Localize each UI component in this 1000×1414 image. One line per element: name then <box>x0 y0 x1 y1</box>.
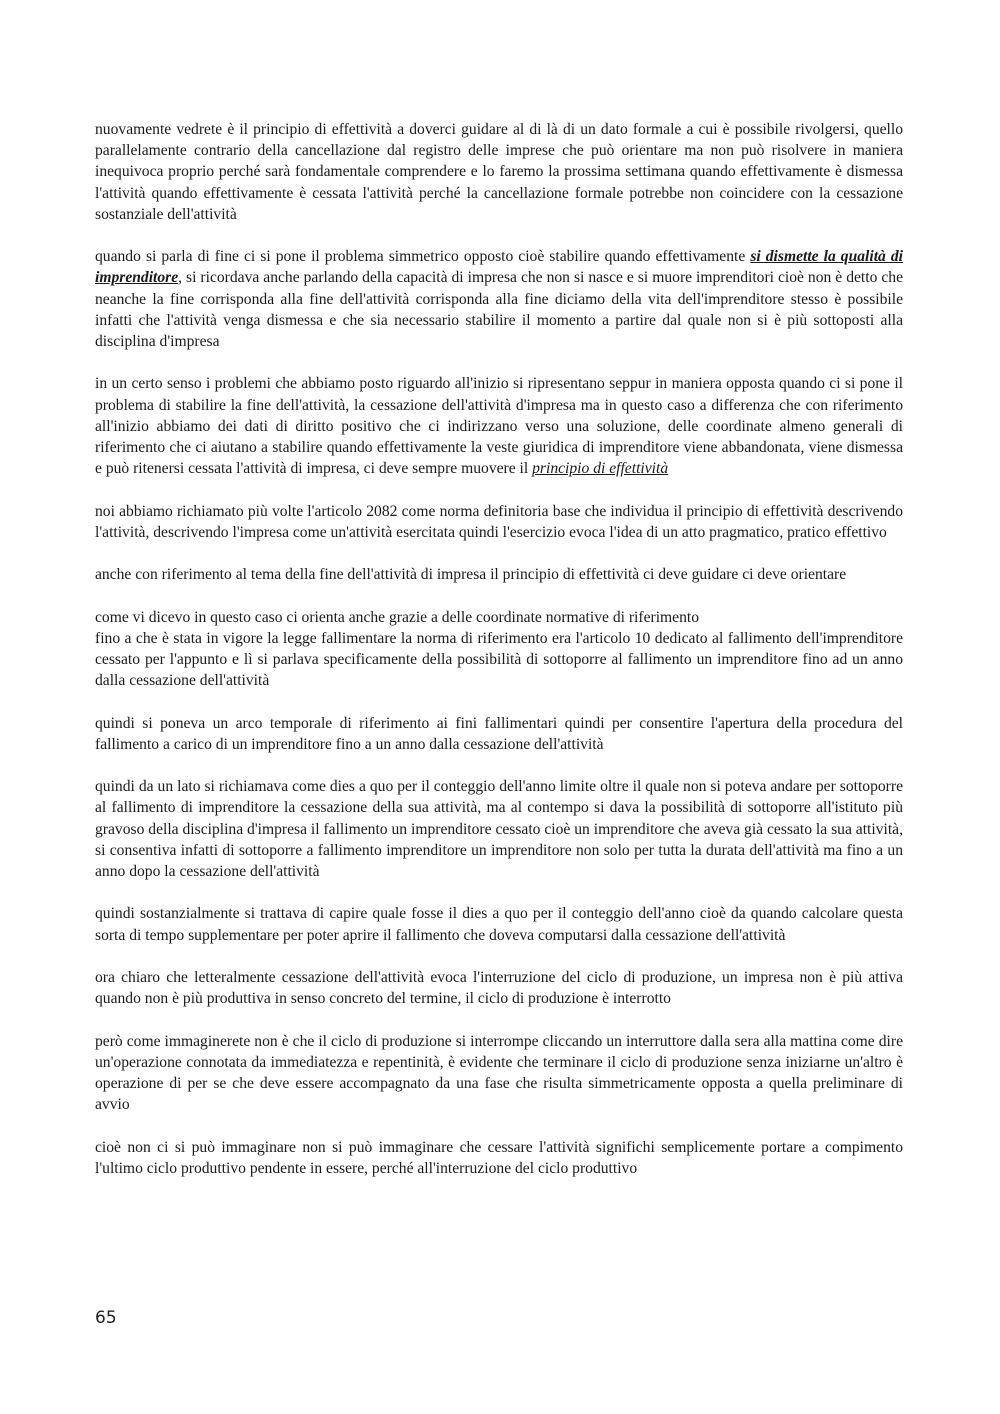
page-number: 65 <box>95 1308 117 1328</box>
paragraph-arco-temporale <box>95 713 903 755</box>
paragraph-fine-attivita <box>95 246 903 352</box>
paragraph-effettivita-cancellazione <box>95 119 903 225</box>
paragraph-articolo-2082 <box>95 501 903 543</box>
paragraph-ciclo-produzione <box>95 967 903 1009</box>
paragraph-tempo-supplementare <box>95 903 903 945</box>
paragraph-problemi-inizio-fine <box>95 373 903 479</box>
paragraph-riferimento-fine <box>95 564 903 585</box>
paragraph-text: come vi dicevo in questo caso ci orienta anche grazie a delle coordinate normative di riferimento <box>95 608 700 626</box>
paragraph-text: , si ricordava anche parlando della capacità di impresa che non si nasce e si muore imprenditori cioè non è detto che neanche la fine corrisponda alla fine dell'attività corrisponda alla fine diciamo della vita dell'imprenditore stesso è possibile infatti che l'attività venga dismessa e che sia necessario stabilire il momento a partire dal quale non si è più sottoposti alla disciplina d'impresa <box>95 269 903 351</box>
paragraph-text: quindi sostanzialmente si trattava di capire quale fosse il dies a quo per il conteggio dell'anno cioè da quando calcolare questa sorta di tempo supplementare per poter aprire il fallimento che doveva computarsi dalla cessazione dell'attività <box>95 905 903 944</box>
paragraph-dies-a-quo <box>95 776 903 882</box>
emphasis-principio-effettivita: principio di effettività <box>532 460 669 478</box>
emphasis-dismissione-qualita: si dismette la qualità di imprenditore <box>95 248 903 287</box>
paragraph-text: fino a che è stata in vigore la legge fallimentare la norma di riferimento era l'articolo 10 dedicato al fallimento dell'imprenditore cessato per l'appunto e lì si parlava specificamente della possibilità di sottoporre al fallimento un imprenditore fino ad un anno dalla cessazione dell'attività <box>95 629 903 690</box>
paragraph-text: cioè non ci si può immaginare non si può immaginare che cessare l'attività significhi semplicemente portare a compimento l'ultimo ciclo produttivo pendente in essere, perché all'interruzione del ciclo produttivo <box>95 1138 903 1177</box>
paragraph-text: in un certo senso i problemi che abbiamo posto riguardo all'inizio si ripresentano seppur in maniera opposta quando ci si pone il problema di stabilire la fine dell'attività, la cessazione dell'attività d'impresa ma in questo caso a differenza che con riferimento all'inizio abbiamo dei dati di diritto positivo che ci indirizzano verso una soluzione, delle coordinate almeno generali di riferimento che ci aiutano a stabilire quando effettivamente la veste giuridica di imprenditore viene abbandonata, viene dismessa e può ritenersi cessata l'attività di impresa, ci deve sempre muovere il <box>95 375 903 478</box>
paragraph-text: noi abbiamo richiamato più volte l'articolo 2082 come norma definitoria base che individua il principio di effettività descrivendo l'attività, descrivendo l'impresa come un'attività esercitata quindi l'esercizio evoca l'idea di un atto pragmatico, pratico effettivo <box>95 502 903 541</box>
paragraph-cessare-attivita <box>95 1137 903 1179</box>
document-body <box>95 119 903 1200</box>
paragraph-text: nuovamente vedrete è il principio di effettività a doverci guidare al di là di un dato formale a cui è possibile rivolgersi, quello parallelamente contrario della cancellazione dal registro delle imprese che può orientare ma non può risolvere in maniera inequivoca proprio perché sarà fondamentale comprendere e lo faremo la prossima settimana quando effettivamente è dismessa l'attività quando effettivamente è cessata l'attività perché la cancellazione formale potrebbe non coincidere con la cessazione sostanziale dell'attività <box>95 121 903 223</box>
paragraph-text: quando si parla di fine ci si pone il problema simmetrico opposto cioè stabilire quando effettivamente <box>95 248 751 266</box>
paragraph-interruttore <box>95 1031 903 1116</box>
paragraph-text: ora chiaro che letteralmente cessazione dell'attività evoca l'interruzione del ciclo di produzione, un impresa non è più attiva quando non è più produttiva in senso concreto del termine, il ciclo di produzione è interrotto <box>95 968 903 1008</box>
paragraph-text: quindi si poneva un arco temporale di riferimento ai fini fallimentari quindi per consentire l'apertura della procedura del fallimento a carico di un imprenditore fino a un anno dalla cessazione dell'attività <box>95 714 903 753</box>
paragraph-legge-fallimentare <box>95 607 903 692</box>
paragraph-text: però come immaginerete non è che il ciclo di produzione si interrompe cliccando un interruttore dalla sera alla mattina come dire un'operazione connotata da immediatezza e repentinità, è evidente che terminare il ciclo di produzione senza iniziarne un'altro è operazione di per se che deve essere accompagnato da una fase che risulta simmetricamente opposta a quella preliminare di avvio <box>95 1032 903 1114</box>
paragraph-text: quindi da un lato si richiamava come dies a quo per il conteggio dell'anno limite oltre il quale non si poteva andare per sottoporre al fallimento di imprenditore la cessazione della sua attività, ma al contempo si dava la possibilità di sottoporre all'istituto più gravoso della disciplina d'impresa il fallimento un imprenditore cessato cioè un imprenditore che aveva già cessato la sua attività, si consentiva infatti di sottoporre a fallimento imprenditore un imprenditore non solo per tutta la durata dell'attività ma fino a un anno dopo la cessazione dell'attività <box>95 778 903 880</box>
paragraph-text: anche con riferimento al tema della fine dell'attività di impresa il principio di effettività ci deve guidare ci deve orientare <box>95 566 847 584</box>
